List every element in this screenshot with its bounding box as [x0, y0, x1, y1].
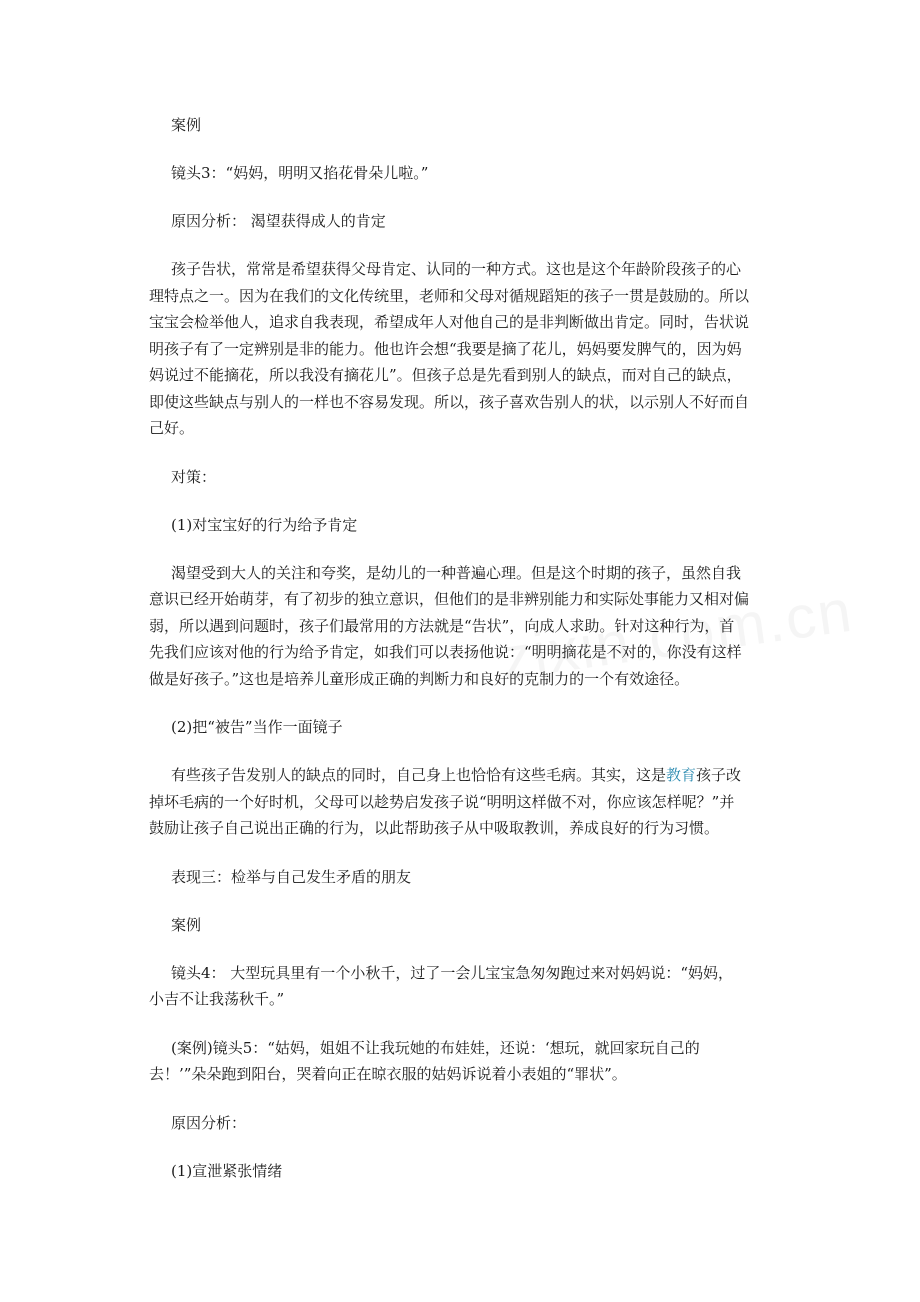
- paragraph-line: 掉坏毛病的一个好时机，父母可以趁势启发孩子说“明明这样做不对，你应该怎样呢？”并: [149, 792, 735, 811]
- paragraph-line: 即使这些缺点与别人的一样也不容易发现。所以，孩子喜欢告别人的状，以示别人不好而自: [149, 392, 750, 411]
- cause-analysis-1: 原因分析： 渴望获得成人的肯定: [171, 212, 386, 230]
- heading-case: 案例: [171, 116, 202, 134]
- paragraph-line: 孩子告状，常常是希望获得父母肯定、认同的一种方式。这也是这个年龄阶段孩子的心: [171, 260, 742, 278]
- shot-5: [149, 1035, 751, 1088]
- shot-4: [149, 960, 751, 1013]
- paragraph-line: 弱，所以遇到问题时，孩子们最常用的方法就是“告状”，向成人求助。针对这种行为，首: [149, 616, 735, 635]
- paragraph-line: 妈说过不能摘花，所以我没有摘花儿”。但孩子总是先看到别人的缺点，而对自己的缺点，: [149, 366, 742, 384]
- paragraph-line: 先我们应该对他的行为给予肯定，如我们可以表扬他说：“明明摘花是不对的，你没有这样: [149, 643, 742, 661]
- text-run: 有些孩子告发别人的缺点的同时，自己身上也恰恰有这些毛病。其实，这是: [171, 766, 667, 784]
- cause-analysis-2: 原因分析：: [171, 1113, 247, 1132]
- paragraph-line: (案例)镜头5：“姑妈，姐姐不让我玩她的布娃娃，还说：‘想玩，就回家玩自己的: [171, 1038, 700, 1057]
- countermeasure-2: (2)把“被告”当作一面镜子: [171, 718, 343, 736]
- paragraph-line: 宝宝会检举他人，追求自我表现，希望成年人对他自己的是非判断做出肯定。同时，告状说: [149, 313, 750, 331]
- performance-three-heading: 表现三：检举与自己发生矛盾的朋友: [171, 867, 412, 886]
- text-run: 孩子改: [696, 766, 742, 784]
- paragraph-explanation: [149, 256, 751, 442]
- paragraph-line: 镜头4： 大型玩具里有一个小秋千，过了一会儿宝宝急匆匆跑过来对妈妈说：“妈妈，: [171, 963, 733, 982]
- shot-3: 镜头3：“妈妈，明明又掐花骨朵儿啦。”: [171, 164, 429, 182]
- cause-1: (1)宣泄紧张情绪: [171, 1161, 283, 1180]
- paragraph-line: 明孩子有了一定辨别是非的能力。他也许会想“我要是摘了花儿，妈妈要发脾气的，因为妈: [149, 339, 742, 358]
- paragraph-mirror: [149, 762, 751, 842]
- document-body: [149, 112, 751, 1184]
- countermeasures-heading: 对策：: [171, 467, 217, 486]
- paragraph-line: 意识已经开始萌芽，有了初步的独立意识，但他们的是非辨别能力和实际处事能力又相对偏: [149, 590, 750, 608]
- paragraph-affirm: [149, 560, 751, 693]
- countermeasure-1: (1)对宝宝好的行为给予肯定: [171, 515, 358, 534]
- paragraph-line: 己好。: [149, 419, 195, 437]
- paragraph-line: [171, 762, 751, 789]
- paragraph-line: 渴望受到大人的关注和夸奖，是幼儿的一种普遍心理。但是这个时期的孩子，虽然自我: [171, 563, 742, 582]
- heading-case-2: 案例: [171, 915, 202, 934]
- education-link[interactable]: 教育: [666, 766, 697, 784]
- paragraph-line: 鼓励让孩子自己说出正确的行为，以此帮助孩子从中吸取教训，养成良好的行为习惯。: [149, 819, 720, 837]
- paragraph-line: 理特点之一。因为在我们的文化传统里，老师和父母对循规蹈矩的孩子一贯是鼓励的。所以: [149, 286, 750, 305]
- paragraph-line: 小吉不让我荡秋千。”: [149, 990, 285, 1008]
- paragraph-line: 去！’”朵朵跑到阳台，哭着向正在晾衣服的姑妈诉说着小表姐的“罪状”。: [149, 1065, 627, 1083]
- paragraph-line: 做是好孩子。”这也是培养儿童形成正确的判断力和良好的克制力的一个有效途径。: [149, 669, 690, 688]
